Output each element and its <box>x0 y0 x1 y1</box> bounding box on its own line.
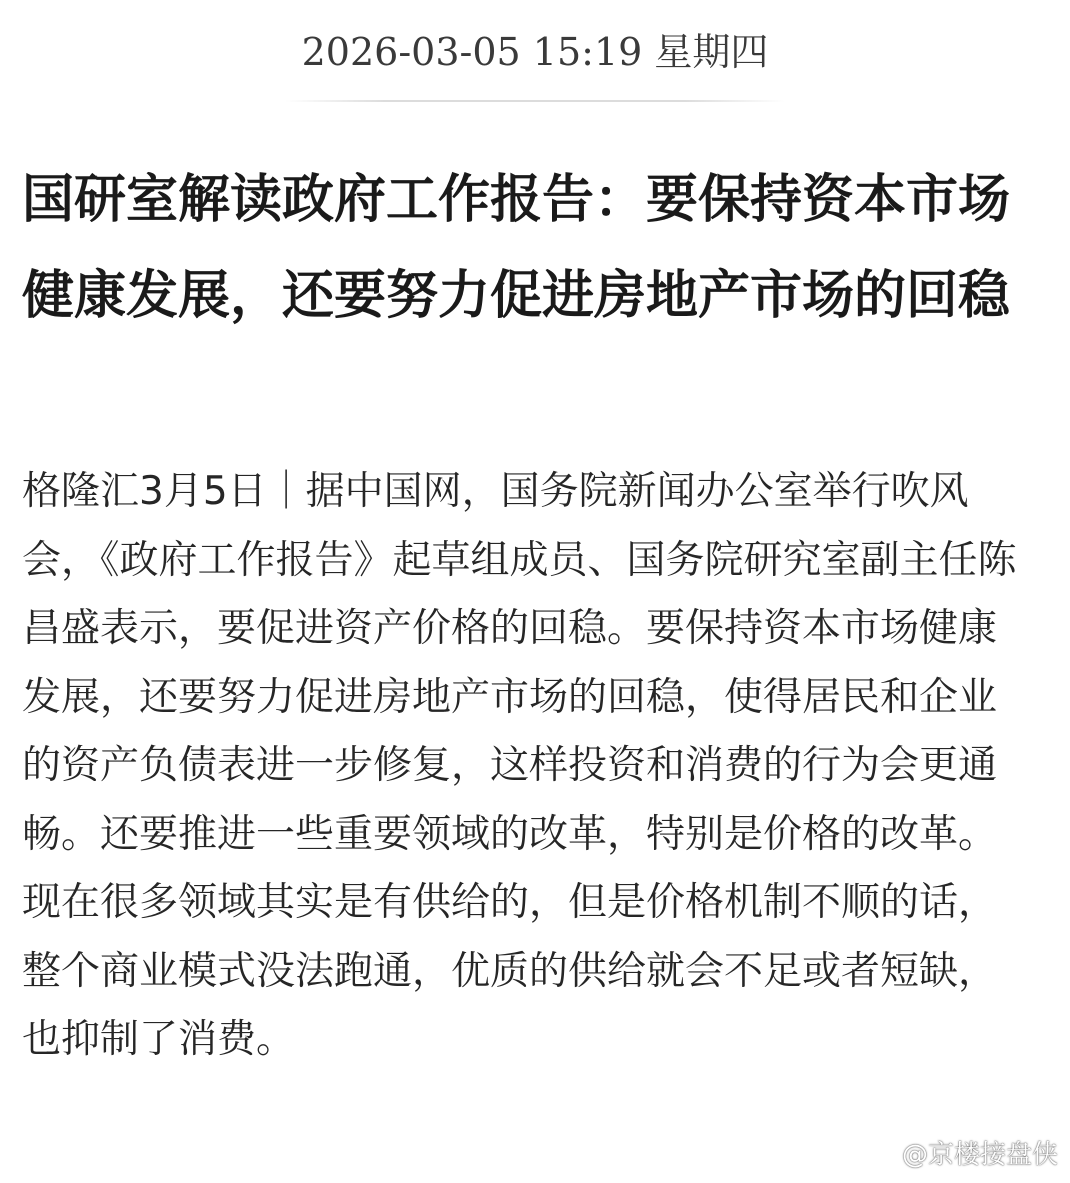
article-body: 格隆汇3月5日｜据中国网，国务院新闻办公室举行吹风会，《政府工作报告》起草组成员、国务院研究室副主任陈昌盛表示，要促进资产价格的回稳。要保持资本市场健康发展，还要努力促进房地产市场的回稳，使得居民和企业的资产负债表进一步修复，这样投资和消费的行为会更通畅。还要推进一些重要领域的改革，特别是价格的改革。现在很多领域其实是有供给的，但是价格机制不顺的话，整个商业模式没法跑通，优质的供给就会不足或者短缺，也抑制了消费。 <box>22 469 1017 1062</box>
publish-datetime: 2026-03-05 15:19 星期四 <box>301 30 769 74</box>
watermark-text: @京楼接盘侠 <box>901 1140 1058 1170</box>
weibo-icon <box>862 1139 896 1167</box>
weibo-watermark <box>862 1134 1058 1171</box>
header-divider <box>285 100 785 102</box>
article-title: 国研室解读政府工作报告：要保持资本市场健康发展，还要努力促进房地产市场的回稳 <box>22 169 1011 326</box>
